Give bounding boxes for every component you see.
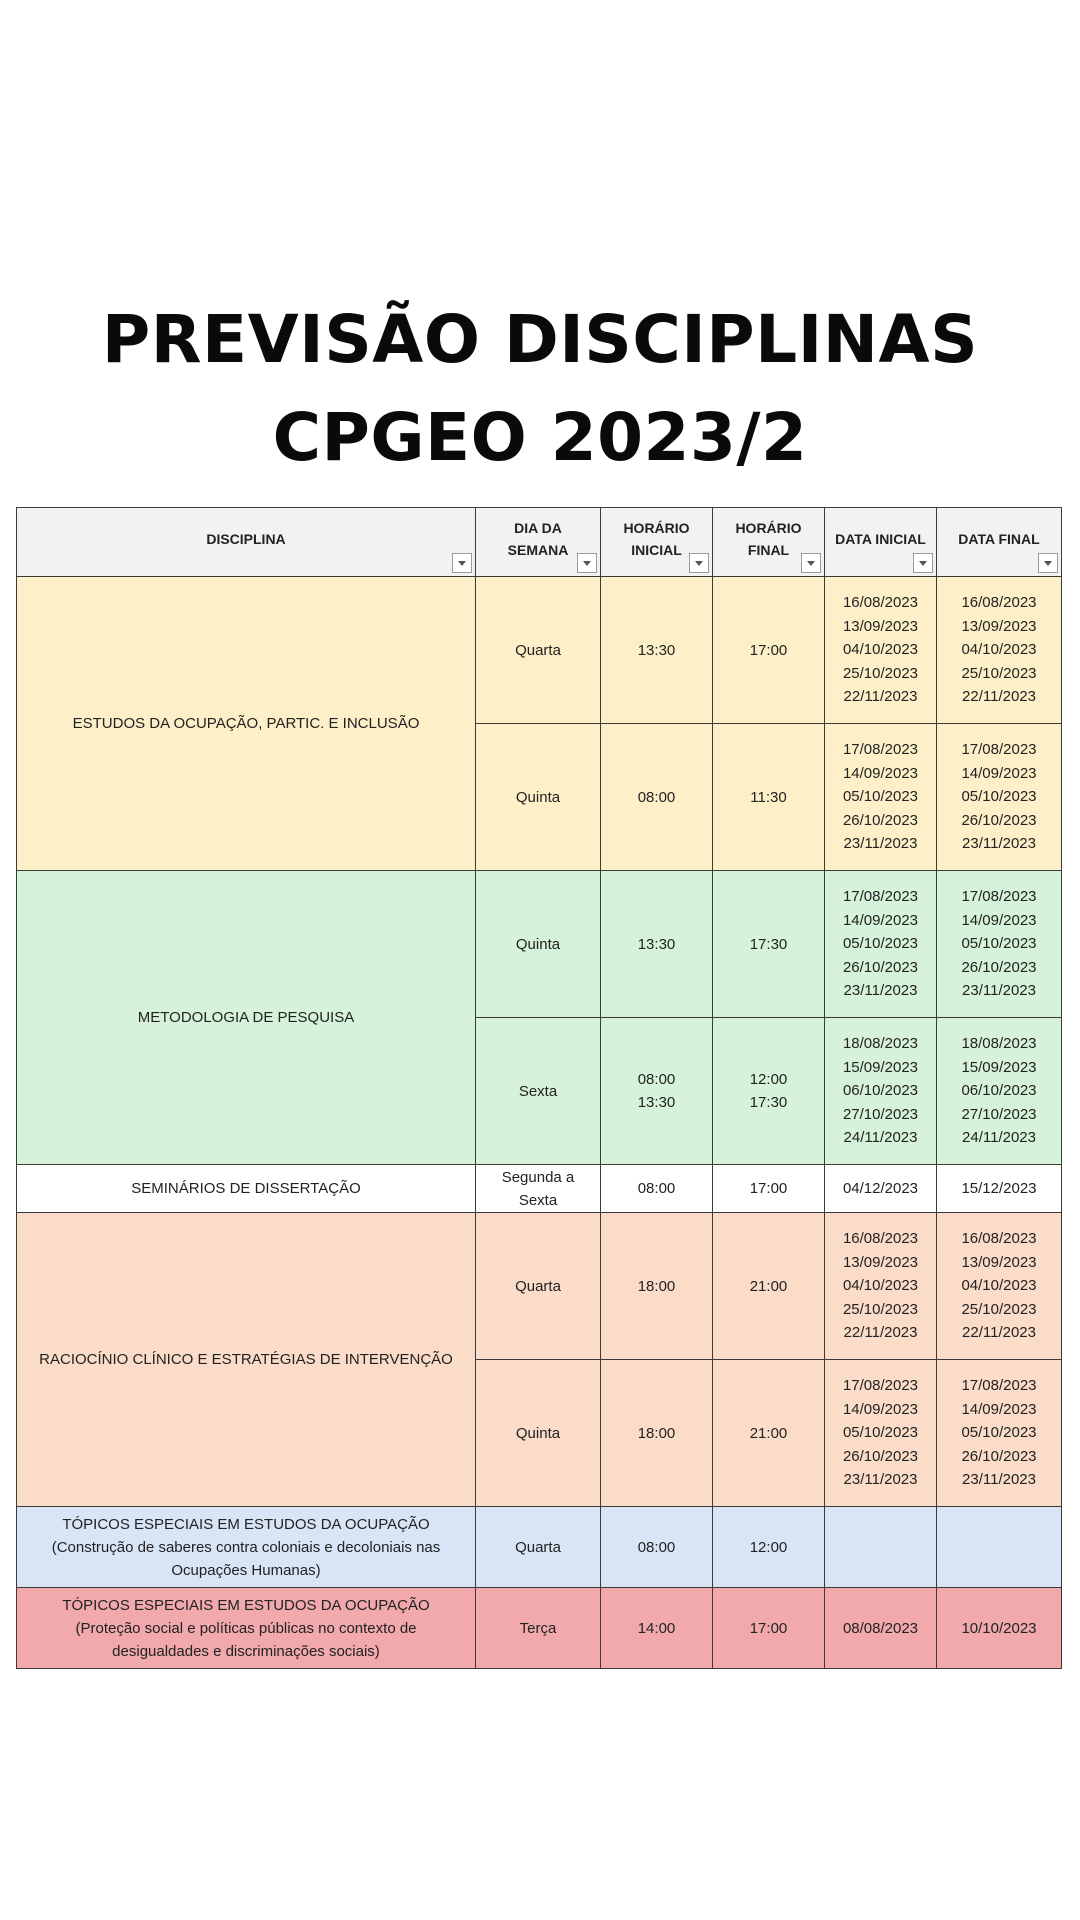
date-entry: 14/09/2023	[961, 1400, 1037, 1418]
start-date-cell: 08/08/2023	[825, 1588, 937, 1669]
date-entry: 05/10/2023	[842, 788, 919, 806]
date-entry: 23/11/2023	[843, 982, 918, 1000]
end-dates-cell	[937, 577, 1062, 724]
table-row	[17, 1507, 1062, 1588]
date-entry: 26/10/2023	[842, 811, 919, 829]
end-date-cell	[937, 1507, 1062, 1588]
discipline-cell	[17, 1588, 476, 1669]
date-entry: 22/11/2023	[962, 1324, 1036, 1342]
date-entry: 27/10/2023	[842, 1105, 919, 1123]
start-time-cell: 08:00	[601, 1165, 713, 1213]
filter-dropdown-icon[interactable]	[913, 553, 933, 573]
date-entry: 17/08/2023	[961, 741, 1037, 759]
date-entry: 22/11/2023	[843, 1324, 918, 1342]
weekday-cell: Quinta	[476, 871, 601, 1018]
end-date-cell: 10/10/2023	[937, 1588, 1062, 1669]
end-time-cell: 17:30	[713, 871, 825, 1018]
end-time-cell: 21:00	[713, 1360, 825, 1507]
discipline-line: TÓPICOS ESPECIAIS EM ESTUDOS DA OCUPAÇÃO	[62, 1596, 430, 1614]
start-time-cell: 08:00	[601, 1507, 713, 1588]
start-date-cell	[825, 1507, 937, 1588]
date-entry: 22/11/2023	[843, 688, 918, 706]
header-label: HORÁRIO	[623, 520, 690, 536]
date-entry: 18/08/2023	[842, 1035, 919, 1053]
date-entry: 23/11/2023	[962, 1471, 1036, 1489]
discipline-cell: SEMINÁRIOS DE DISSERTAÇÃO	[17, 1165, 476, 1213]
date-entry: 05/10/2023	[842, 1424, 919, 1442]
date-entry: 04/10/2023	[842, 641, 919, 659]
weekday-cell: Sexta	[476, 1018, 601, 1165]
weekday-cell: Terça	[476, 1588, 601, 1669]
discipline-line: TÓPICOS ESPECIAIS EM ESTUDOS DA OCUPAÇÃO	[62, 1515, 430, 1533]
date-entry: 17/08/2023	[842, 741, 919, 759]
start-dates-cell	[825, 1213, 937, 1360]
end-time-cell: 21:00	[713, 1213, 825, 1360]
start-dates-cell	[825, 1018, 937, 1165]
header-label: SEMANA	[507, 542, 569, 558]
date-entry: 14/09/2023	[961, 764, 1037, 782]
header-disciplina	[17, 508, 476, 577]
date-entry: 17/08/2023	[961, 888, 1037, 906]
start-date-cell: 04/12/2023	[825, 1165, 937, 1213]
time-entry: 17:30	[749, 1094, 788, 1111]
date-entry: 13/09/2023	[961, 617, 1037, 635]
discipline-cell: RACIOCÍNIO CLÍNICO E ESTRATÉGIAS DE INTERVENÇÃO	[17, 1213, 476, 1507]
discipline-line: (Construção de saberes contra coloniais e decoloniais nas	[51, 1538, 441, 1556]
date-entry: 14/09/2023	[842, 911, 919, 929]
start-dates-cell	[825, 871, 937, 1018]
end-time-cell: 17:00	[713, 1165, 825, 1213]
schedule-table	[16, 507, 1062, 1669]
discipline-cell: METODOLOGIA DE PESQUISA	[17, 871, 476, 1165]
end-time-cell: 17:00	[713, 577, 825, 724]
header-label: HORÁRIO	[735, 520, 802, 536]
date-entry: 27/10/2023	[961, 1105, 1037, 1123]
discipline-cell: ESTUDOS DA OCUPAÇÃO, PARTIC. E INCLUSÃO	[17, 577, 476, 871]
table-row	[17, 871, 1062, 1018]
date-entry: 25/10/2023	[961, 1300, 1037, 1318]
date-entry: 16/08/2023	[961, 1230, 1037, 1248]
date-entry: 26/10/2023	[961, 811, 1037, 829]
start-dates-cell	[825, 577, 937, 724]
filter-dropdown-icon[interactable]	[801, 553, 821, 573]
date-entry: 04/10/2023	[961, 1277, 1037, 1295]
weekday-cell: Quarta	[476, 1507, 601, 1588]
discipline-line: (Proteção social e políticas públicas no contexto de	[75, 1619, 417, 1637]
discipline-line: Ocupações Humanas)	[171, 1561, 321, 1579]
time-entry: 13:30	[637, 1094, 676, 1111]
date-entry: 26/10/2023	[842, 958, 919, 976]
date-entry: 06/10/2023	[961, 1082, 1037, 1100]
date-entry: 18/08/2023	[961, 1035, 1037, 1053]
date-entry: 26/10/2023	[961, 1447, 1037, 1465]
filter-dropdown-icon[interactable]	[577, 553, 597, 573]
header-label: INICIAL	[631, 542, 682, 558]
date-entry: 15/09/2023	[961, 1058, 1037, 1076]
header-label: DATA FINAL	[958, 531, 1040, 547]
date-entry: 25/10/2023	[842, 1300, 919, 1318]
weekday-cell: Quinta	[476, 724, 601, 871]
date-entry: 14/09/2023	[961, 911, 1037, 929]
header-label: FINAL	[747, 542, 790, 558]
date-entry: 13/09/2023	[842, 1253, 919, 1271]
date-entry: 13/09/2023	[961, 1253, 1037, 1271]
header-data-final	[937, 508, 1062, 577]
header-label: DIA DA	[514, 520, 562, 536]
start-time-cell: 18:00	[601, 1213, 713, 1360]
date-entry: 16/08/2023	[961, 594, 1037, 612]
header-label: DATA INICIAL	[835, 531, 926, 547]
filter-dropdown-icon[interactable]	[452, 553, 472, 573]
weekday-cell: Quinta	[476, 1360, 601, 1507]
date-entry: 24/11/2023	[962, 1129, 1036, 1147]
weekday-line: Segunda a	[501, 1168, 575, 1186]
date-entry: 22/11/2023	[962, 688, 1036, 706]
header-label: DISCIPLINA	[206, 531, 286, 547]
end-dates-cell	[937, 1360, 1062, 1507]
start-time-cell: 08:00	[601, 724, 713, 871]
date-entry: 16/08/2023	[842, 594, 919, 612]
weekday-cell: Quarta	[476, 577, 601, 724]
table-row	[17, 1213, 1062, 1360]
date-entry: 04/10/2023	[961, 641, 1037, 659]
date-entry: 05/10/2023	[961, 1424, 1037, 1442]
header-horario-inicial	[601, 508, 713, 577]
start-time-cell: 13:30	[601, 577, 713, 724]
date-entry: 15/09/2023	[842, 1058, 919, 1076]
table-row	[17, 577, 1062, 724]
date-entry: 25/10/2023	[961, 664, 1037, 682]
date-entry: 14/09/2023	[842, 764, 919, 782]
start-time-cell	[601, 1018, 713, 1165]
date-entry: 13/09/2023	[842, 617, 919, 635]
table-row	[17, 1165, 1062, 1213]
end-time-cell: 17:00	[713, 1588, 825, 1669]
start-time-cell: 13:30	[601, 871, 713, 1018]
end-time-cell: 11:30	[713, 724, 825, 871]
page-title-line-2: CPGEO 2023/2	[272, 399, 808, 476]
end-time-cell: 12:00	[713, 1507, 825, 1588]
weekday-line: Sexta	[518, 1191, 558, 1209]
end-time-cell	[713, 1018, 825, 1165]
header-horario-final	[713, 508, 825, 577]
header-data-inicial	[825, 508, 937, 577]
end-dates-cell	[937, 871, 1062, 1018]
date-entry: 23/11/2023	[962, 982, 1036, 1000]
date-entry: 05/10/2023	[961, 935, 1037, 953]
date-entry: 26/10/2023	[842, 1447, 919, 1465]
weekday-cell: Quarta	[476, 1213, 601, 1360]
date-entry: 05/10/2023	[842, 935, 919, 953]
filter-dropdown-icon[interactable]	[1038, 553, 1058, 573]
header-dia-da-semana	[476, 508, 601, 577]
end-date-cell: 15/12/2023	[937, 1165, 1062, 1213]
date-entry: 05/10/2023	[961, 788, 1037, 806]
start-time-cell: 18:00	[601, 1360, 713, 1507]
weekday-cell	[476, 1165, 601, 1213]
end-dates-cell	[937, 1213, 1062, 1360]
date-entry: 06/10/2023	[842, 1082, 919, 1100]
date-entry: 17/08/2023	[842, 1377, 919, 1395]
start-dates-cell	[825, 724, 937, 871]
header-row	[17, 508, 1062, 577]
table-row	[17, 1588, 1062, 1669]
start-time-cell: 14:00	[601, 1588, 713, 1669]
date-entry: 17/08/2023	[961, 1377, 1037, 1395]
date-entry: 23/11/2023	[843, 835, 918, 853]
end-dates-cell	[937, 724, 1062, 871]
date-entry: 25/10/2023	[842, 664, 919, 682]
start-dates-cell	[825, 1360, 937, 1507]
date-entry: 17/08/2023	[842, 888, 919, 906]
end-dates-cell	[937, 1018, 1062, 1165]
time-entry: 08:00	[637, 1071, 676, 1088]
time-entry: 12:00	[749, 1071, 788, 1088]
date-entry: 26/10/2023	[961, 958, 1037, 976]
discipline-line: desigualdades e discriminações sociais)	[112, 1642, 380, 1660]
page-title-line-1: PREVISÃO DISCIPLINAS	[101, 301, 979, 378]
date-entry: 23/11/2023	[843, 1471, 918, 1489]
date-entry: 16/08/2023	[842, 1230, 919, 1248]
date-entry: 04/10/2023	[842, 1277, 919, 1295]
date-entry: 24/11/2023	[843, 1129, 918, 1147]
date-entry: 14/09/2023	[842, 1400, 919, 1418]
filter-dropdown-icon[interactable]	[689, 553, 709, 573]
discipline-cell	[17, 1507, 476, 1588]
date-entry: 23/11/2023	[962, 835, 1036, 853]
